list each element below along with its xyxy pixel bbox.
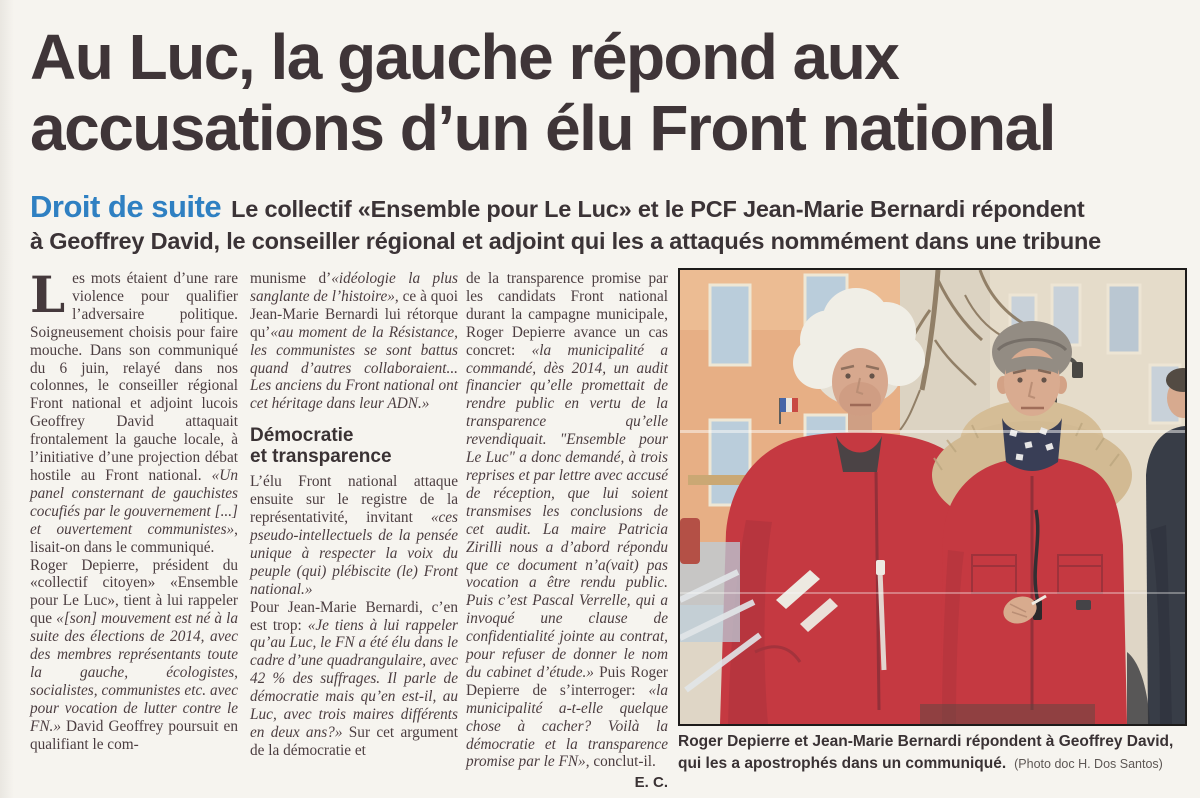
text-run: de la transparence promise par les candidats Front national durant la campagne municipale, Roger Depierre avance un cas concret: (466, 270, 668, 359)
article-paragraph (30, 265, 238, 557)
kicker (30, 189, 1186, 259)
text-run: es mots étaient d’une rare violence pour qualifier l’adversaire politique. Soigneusement choisis pour faire mouche. Dans son communiqué du 6 juin, relayé dans nos colonnes, le conseiller régional Front national et adjoint lucois Geoffrey David attaquait frontalement la gauche locale, à l’initiative d’une projection débat hostile au Front national. (30, 270, 238, 484)
author-initials: E. C. (634, 774, 668, 792)
photo-caption (678, 731, 1183, 775)
article-paragraph (250, 473, 458, 598)
text-run: Puis Roger Depierre de s’interroger: (466, 663, 669, 699)
text-run-italic: «au moment de la Résistance, les communistes se sont battus quand d’autres collaboraient... Les anciens du Front national ont cet héritage dans leur ADN.» (250, 323, 458, 413)
article-paragraph (466, 270, 668, 771)
subhead-line1: Démocratie (250, 425, 354, 447)
text-run: Roger Depierre, président du «collectif citoyen» «Ensemble pour Le Luc», tient à lui rappeler que (30, 556, 238, 628)
kicker-text-line1: Le collectif «Ensemble pour Le Luc» et le PCF Jean-Marie Bernardi répondent (231, 196, 1085, 222)
text-run-italic: «Je tiens à lui rappeler qu’au Luc, le FN a été élu dans le cadre d’une quadrangulaire, avec 42 % des suffrages. Il parle de démocratie mais qu’en est-il, au Luc, avec trois maires différents en deux ans?» (250, 616, 458, 741)
headline-line1: Au Luc, la gauche répond aux (30, 21, 899, 93)
text-run: , conclut-il. (585, 753, 656, 771)
section-subhead (250, 425, 458, 467)
headline-line2: accusations d’un élu Front national (30, 92, 1055, 164)
article-headline (30, 22, 1180, 164)
text-run: David Geoffrey poursuit en qualifiant le com- (30, 717, 238, 753)
text-run-italic: «idéologie la plus sanglante de l’histoire» (250, 270, 458, 305)
article-photo (678, 268, 1187, 726)
drop-cap: L (30, 265, 66, 324)
text-run: Pour Jean-Marie Bernardi, c’en est trop: (250, 598, 458, 634)
article-paragraph (250, 270, 458, 413)
text-run: , ce à quoi Jean-Marie Bernardi lui rétorque qu’ (250, 287, 458, 341)
subhead-line2: et transparence (250, 446, 392, 468)
text-run: , lisait-on dans le communiqué. (30, 520, 238, 556)
text-run-italic: «Un panel consternant de gauchistes cocufiés par le gouvernement [...] et ouvertement communistes» (30, 466, 238, 538)
text-run-italic: «la municipalité a commandé, dès 2014, un audit financier qu’elle promettait de rendre public en vertu de la transparence qu’elle revendiquait. "Ensemble pour Le Luc" a donc demandé, à trois reprises et par lettre avec accusé de réception, que lui soient transmises les conclusions de cet audit. La maire Patricia Zirilli nous a d’abord répondu que ce document n’a(vait) pas vocation a être rendu public. Puis c’est Pascal Verrelle, qui a invoqué une clause de confidentialité jointe au contrat, pour refuser de donner le nom du cabinet d’étude.» (466, 341, 668, 681)
text-run-italic: «ces pseudo-intellectuels de la pensée unique à respecter la voix du peuple (qui) plébiscite (le) Front national.» (250, 509, 458, 598)
article-column-2 (250, 270, 458, 760)
article-column-3 (466, 270, 668, 792)
article-column-1 (30, 265, 238, 753)
text-run: munisme d’ (250, 270, 332, 287)
caption-line2: qui les a apostrophés dans un communiqué. (678, 755, 1007, 772)
caption-line1: Roger Depierre et Jean-Marie Bernardi répondent à Geoffrey David, (678, 733, 1174, 750)
kicker-text-line2: à Geoffrey David, le conseiller régional et adjoint qui les a attaqués nommément dans une tribune (30, 228, 1101, 254)
text-run-italic: «la municipalité a-t-elle quelque chose à cacher? Voilà la démocratie et la transparence promise par le FN» (466, 681, 668, 771)
text-run-italic: «[son] mouvement est né à la suite des élections de 2014, avec des membres représentants toute la gauche, écologistes, socialistes, communistes etc. avec pour vocation de lutter contre le FN.» (30, 610, 238, 735)
text-run: L’élu Front national attaque ensuite sur le registre de la représentativité, invitant (250, 473, 458, 527)
photo-illustration (680, 270, 1185, 724)
kicker-label: Droit de suite (30, 189, 222, 224)
photo-credit: (Photo doc H. Dos Santos) (1014, 757, 1163, 771)
text-run: Sur cet argument de la démocratie et (250, 723, 458, 759)
article-paragraph (30, 557, 238, 754)
article-paragraph (250, 599, 458, 760)
